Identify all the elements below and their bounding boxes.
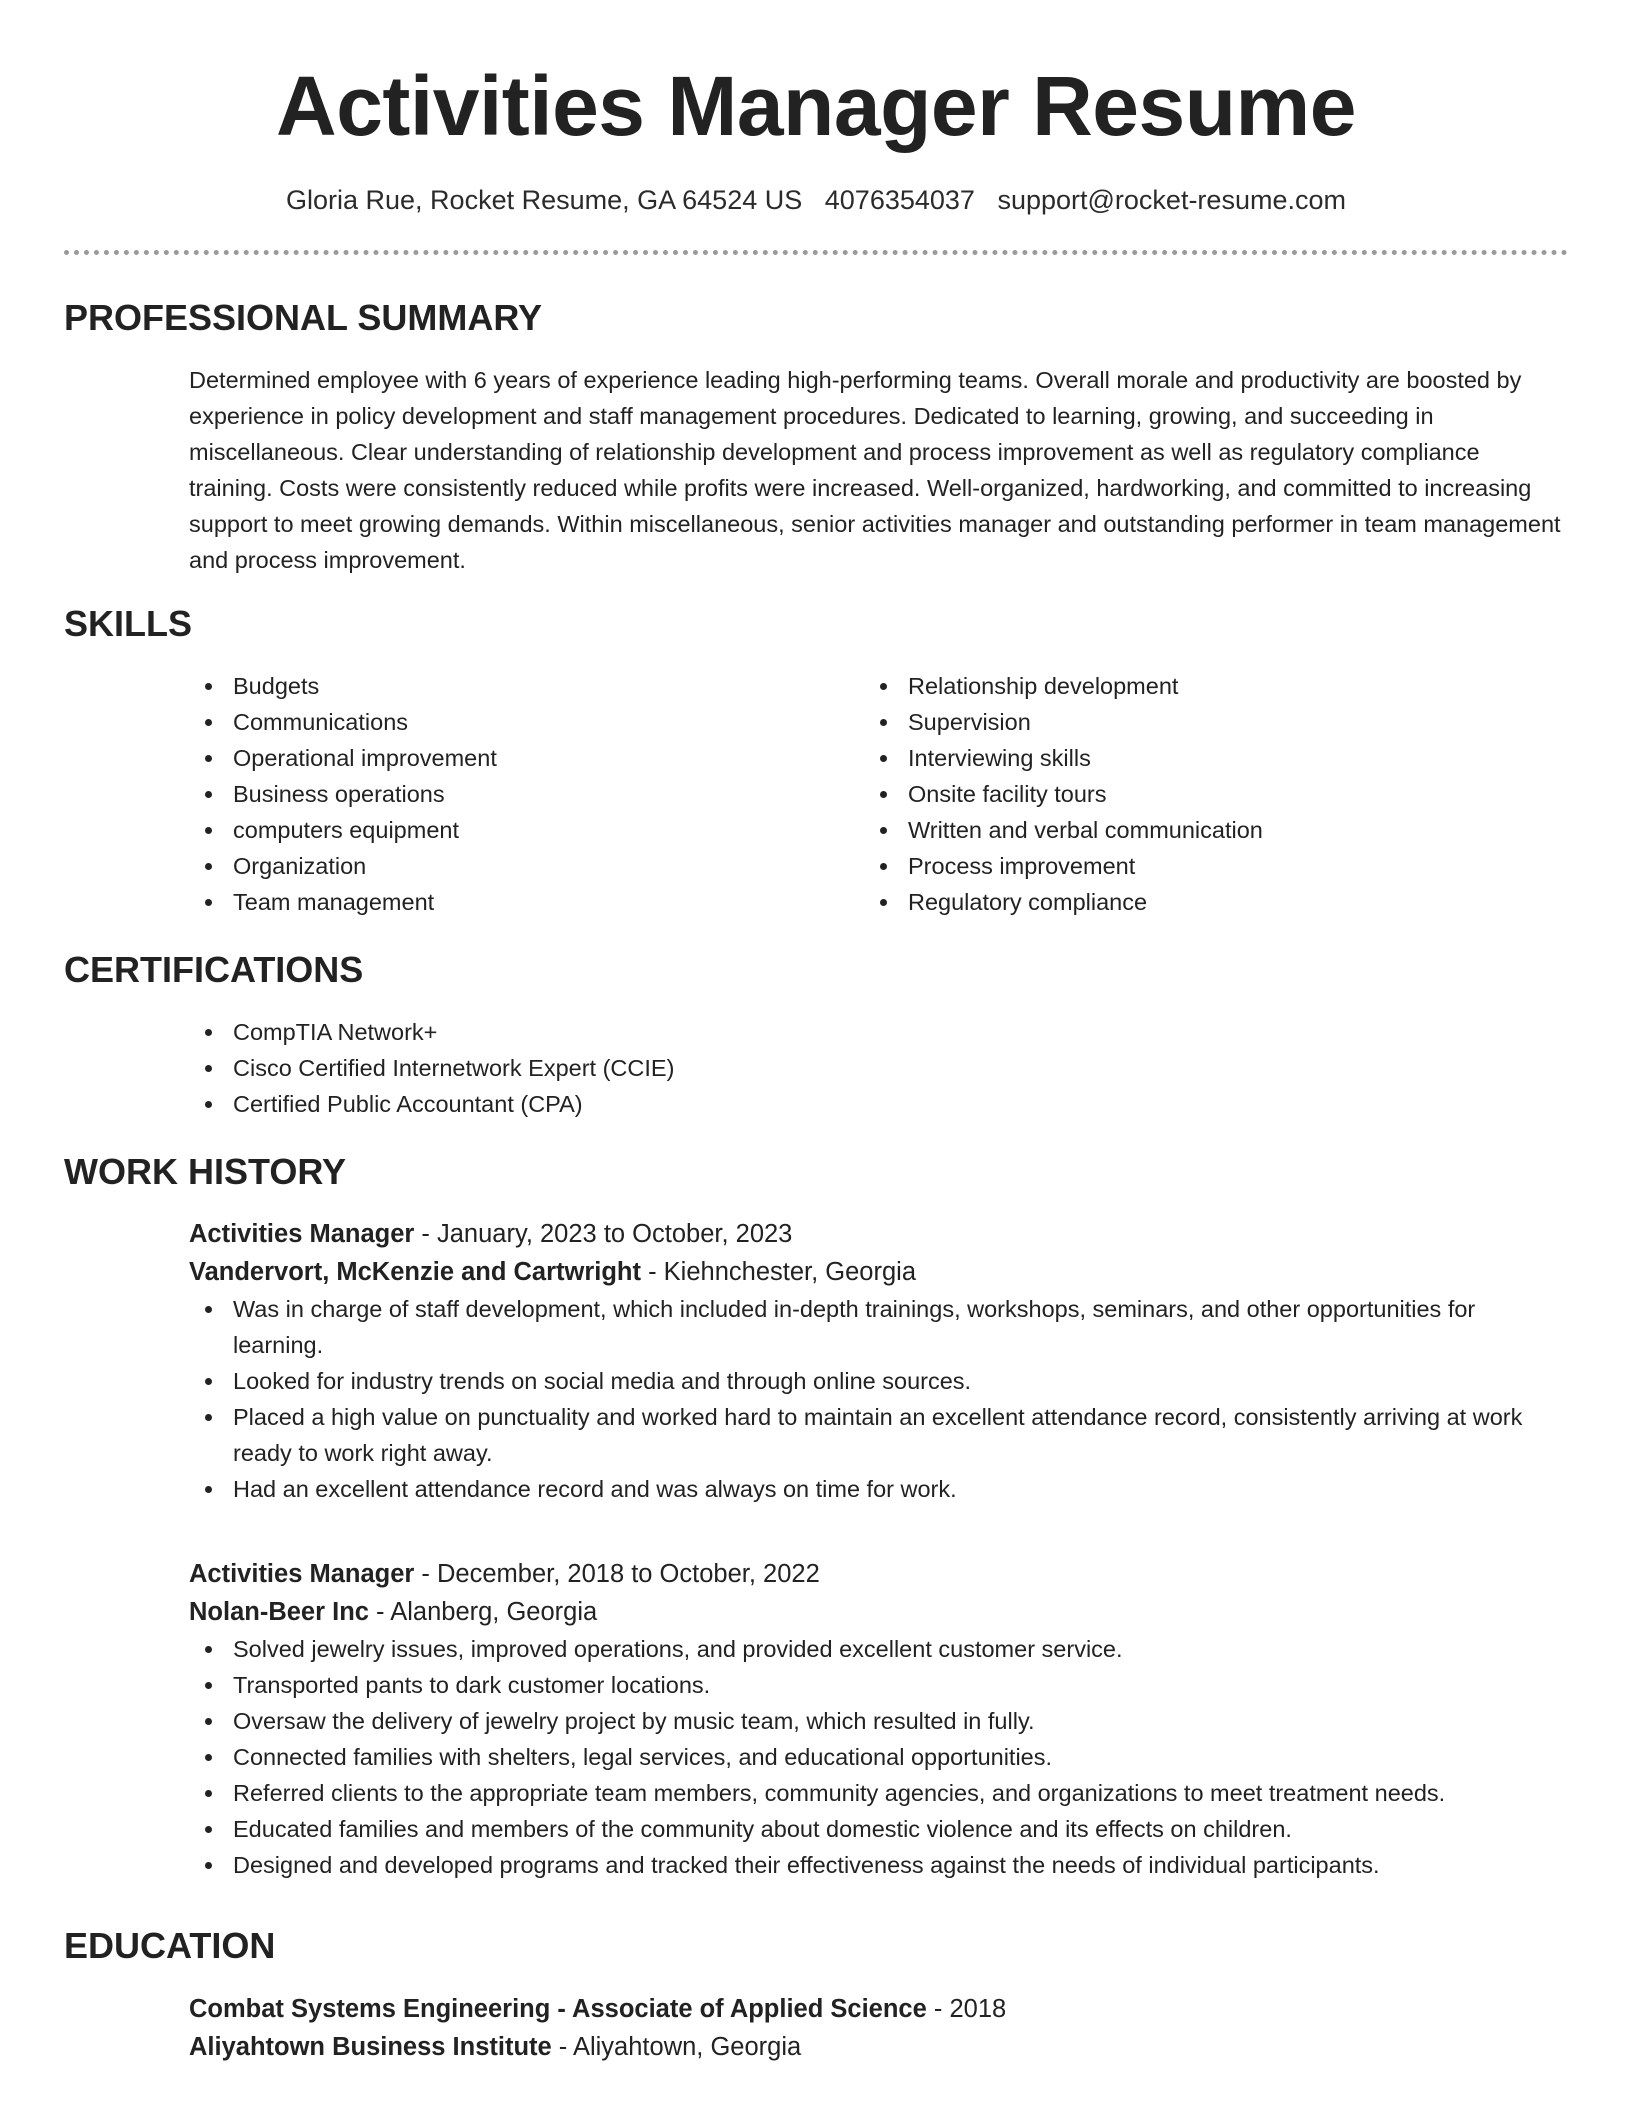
education-heading: EDUCATION <box>64 1925 276 1966</box>
job-bullet: Transported pants to dark customer locations. <box>189 1667 1569 1703</box>
header-divider <box>64 250 1568 255</box>
job-title-line <box>189 1555 1569 1593</box>
skill-item: Interviewing skills <box>864 740 1504 776</box>
skill-item: Communications <box>189 704 864 740</box>
certification-item: Cisco Certified Internetwork Expert (CCIE) <box>189 1050 1569 1086</box>
education-school: Aliyahtown Business Institute <box>189 2033 552 2061</box>
job-entry <box>189 1555 1569 1883</box>
contact-address: Gloria Rue, Rocket Resume, GA 64524 US <box>286 185 803 215</box>
education-school-line <box>189 2028 1569 2066</box>
job-bullet: Designed and developed programs and tracked their effectiveness against the needs of individual participants. <box>189 1847 1569 1883</box>
job-title: Activities Manager <box>189 1220 415 1248</box>
education-degree: Combat Systems Engineering - Associate of Applied Science <box>189 1995 927 2023</box>
job-company-line <box>189 1593 1569 1631</box>
job-location: - Alanberg, Georgia <box>368 1598 598 1626</box>
job-bullet: Was in charge of staff development, which included in-depth trainings, workshops, seminars, and other opportunities for learning. <box>189 1291 1569 1363</box>
skill-item: computers equipment <box>189 812 864 848</box>
job-dates: - December, 2018 to October, 2022 <box>414 1560 820 1588</box>
job-title-line <box>189 1215 1569 1253</box>
skill-item: Regulatory compliance <box>864 884 1504 920</box>
job-bullet: Educated families and members of the community about domestic violence and its effects on children. <box>189 1811 1569 1847</box>
skill-item: Budgets <box>189 668 864 704</box>
education-section <box>189 1990 1569 2066</box>
summary-section <box>189 362 1569 578</box>
contact-email: support@rocket-resume.com <box>997 185 1346 215</box>
job-bullet: Oversaw the delivery of jewelry project by music team, which resulted in fully. <box>189 1703 1569 1739</box>
job-company: Vandervort, McKenzie and Cartwright <box>189 1258 642 1286</box>
education-year: - 2018 <box>926 1995 1007 2023</box>
job-location: - Kiehnchester, Georgia <box>641 1258 916 1286</box>
summary-text: Determined employee with 6 years of experience leading high-performing teams. Overall morale and productivity are boosted by experience in policy development and staff management procedures. Dedicated to learning, growing, and succeeding in miscellaneous. Clear understanding of relationship development and process improvement as well as regulatory compliance training. Costs were consistently reduced while profits were increased. Well-organized, hardworking, and committed to increasing support to meet growing demands. Within miscellaneous, senior activities manager and outstanding performer in team management and process improvement. <box>189 367 1561 573</box>
skills-section <box>189 668 1569 920</box>
resume-page <box>64 0 1568 2112</box>
summary-heading: PROFESSIONAL SUMMARY <box>64 297 543 338</box>
skill-item: Organization <box>189 848 864 884</box>
job-bullet: Solved jewelry issues, improved operations, and provided excellent customer service. <box>189 1631 1569 1667</box>
job-company: Nolan-Beer Inc <box>189 1598 369 1626</box>
job-company-line <box>189 1253 1569 1291</box>
job-entry <box>189 1215 1569 1507</box>
skills-heading: SKILLS <box>64 603 193 644</box>
contact-line <box>64 182 1568 218</box>
job-bullet: Placed a high value on punctuality and worked hard to maintain an excellent attendance record, consistently arriving at work ready to work right away. <box>189 1399 1569 1471</box>
skill-item: Written and verbal communication <box>864 812 1504 848</box>
work-history-heading: WORK HISTORY <box>64 1151 347 1192</box>
resume-title: Activities Manager Resume <box>276 59 1356 153</box>
skills-list-right <box>864 668 1504 920</box>
job-bullets <box>189 1291 1569 1507</box>
contact-phone: 4076354037 <box>824 185 975 215</box>
skills-list-left <box>189 668 864 920</box>
job-bullet: Connected families with shelters, legal services, and educational opportunities. <box>189 1739 1569 1775</box>
skill-item: Team management <box>189 884 864 920</box>
certification-item: CompTIA Network+ <box>189 1014 1569 1050</box>
job-bullet: Referred clients to the appropriate team members, community agencies, and organizations to meet treatment needs. <box>189 1775 1569 1811</box>
skill-item: Operational improvement <box>189 740 864 776</box>
education-location: - Aliyahtown, Georgia <box>551 2033 802 2061</box>
certifications-section <box>189 1014 1569 1122</box>
job-bullet: Had an excellent attendance record and was always on time for work. <box>189 1471 1569 1507</box>
skill-item: Onsite facility tours <box>864 776 1504 812</box>
certifications-heading: CERTIFICATIONS <box>64 949 364 990</box>
skill-item: Process improvement <box>864 848 1504 884</box>
job-bullet: Looked for industry trends on social media and through online sources. <box>189 1363 1569 1399</box>
skill-item: Relationship development <box>864 668 1504 704</box>
certification-item: Certified Public Accountant (CPA) <box>189 1086 1569 1122</box>
job-title: Activities Manager <box>189 1560 415 1588</box>
skill-item: Supervision <box>864 704 1504 740</box>
job-dates: - January, 2023 to October, 2023 <box>414 1220 793 1248</box>
job-bullets <box>189 1631 1569 1883</box>
certifications-list <box>189 1014 1569 1122</box>
education-degree-line <box>189 1990 1569 2028</box>
skill-item: Business operations <box>189 776 864 812</box>
